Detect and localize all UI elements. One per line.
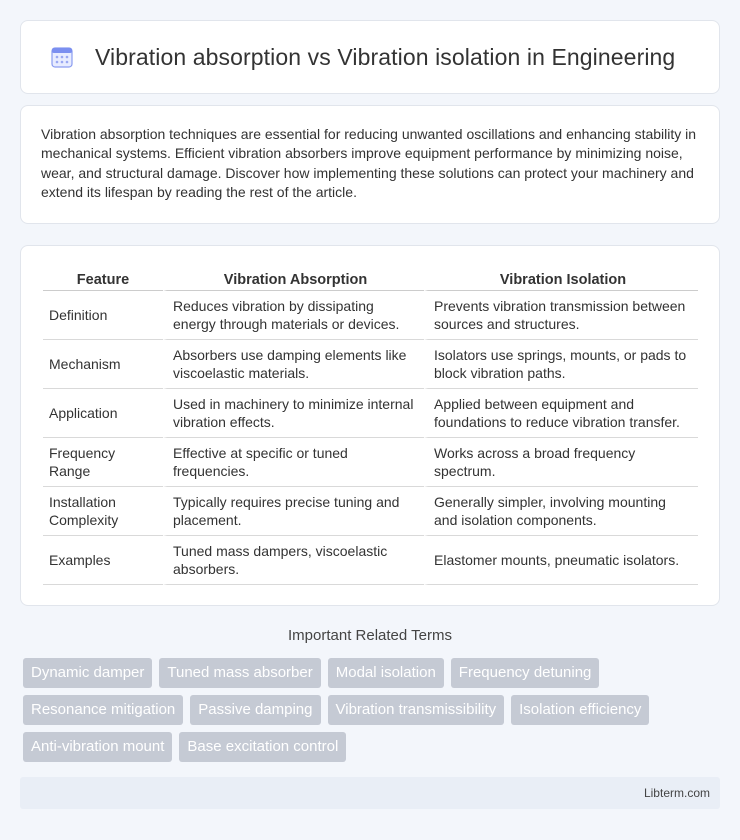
- site-link[interactable]: Libterm.com: [643, 786, 710, 800]
- related-term-tag[interactable]: Base excitation control: [179, 732, 346, 762]
- absorption-cell: Reduces vibration by dissipating energy through materials or devices.: [163, 291, 424, 340]
- column-header-isolation: Vibration Isolation: [424, 266, 698, 291]
- related-term-tag[interactable]: Anti-vibration mount: [23, 732, 172, 762]
- table-row: [43, 438, 698, 487]
- isolation-cell: Isolators use springs, mounts, or pads to block vibration paths.: [424, 340, 698, 389]
- absorption-cell: Effective at specific or tuned frequencies.: [163, 438, 424, 487]
- intro-card: [20, 105, 720, 224]
- feature-cell: Installation Complexity: [43, 487, 163, 536]
- footer: [20, 777, 720, 809]
- table-row: [43, 340, 698, 389]
- related-term-tag[interactable]: Tuned mass absorber: [159, 658, 320, 688]
- absorption-cell: Typically requires precise tuning and placement.: [163, 487, 424, 536]
- table-row: [43, 536, 698, 585]
- feature-cell: Examples: [43, 536, 163, 585]
- related-term-tag[interactable]: Frequency detuning: [451, 658, 600, 688]
- page-title: Vibration absorption vs Vibration isolation in Engineering: [95, 44, 676, 70]
- related-term-tag[interactable]: Vibration transmissibility: [328, 695, 505, 725]
- isolation-cell: Generally simpler, involving mounting and isolation components.: [424, 487, 698, 536]
- calendar-grid-icon: [49, 44, 75, 70]
- comparison-table-card: [20, 245, 720, 606]
- isolation-cell: Elastomer mounts, pneumatic isolators.: [424, 536, 698, 585]
- related-term-tag[interactable]: Resonance mitigation: [23, 695, 183, 725]
- table-row: [43, 487, 698, 536]
- intro-text: Vibration absorption techniques are essential for reducing unwanted oscillations and enhancing stability in mechanical systems. Efficient vibration absorbers improve equipment performance by minimizing noise, wear, and structural damage. Discover how implementing these solutions can protect your machinery and extend its lifespan by reading the rest of the article.: [41, 126, 697, 201]
- comparison-table: [43, 266, 698, 585]
- related-term-tag[interactable]: Passive damping: [190, 695, 320, 725]
- related-term-tag[interactable]: Dynamic damper: [23, 658, 152, 688]
- table-header-row: [43, 266, 698, 291]
- table-row: [43, 291, 698, 340]
- absorption-cell: Absorbers use damping elements like viscoelastic materials.: [163, 340, 424, 389]
- feature-cell: Definition: [43, 291, 163, 340]
- absorption-cell: Tuned mass dampers, viscoelastic absorbers.: [163, 536, 424, 585]
- isolation-cell: Prevents vibration transmission between sources and structures.: [424, 291, 698, 340]
- related-terms-title: Important Related Terms: [288, 627, 452, 644]
- related-term-tag[interactable]: Isolation efficiency: [511, 695, 649, 725]
- column-header-feature: Feature: [43, 266, 163, 291]
- column-header-absorption: Vibration Absorption: [163, 266, 424, 291]
- header-card: [20, 20, 720, 94]
- related-term-tag[interactable]: Modal isolation: [328, 658, 444, 688]
- absorption-cell: Used in machinery to minimize internal vibration effects.: [163, 389, 424, 438]
- table-row: [43, 389, 698, 438]
- isolation-cell: Works across a broad frequency spectrum.: [424, 438, 698, 487]
- isolation-cell: Applied between equipment and foundations to reduce vibration transfer.: [424, 389, 698, 438]
- feature-cell: Frequency Range: [43, 438, 163, 487]
- related-terms-list: [23, 658, 703, 762]
- feature-cell: Application: [43, 389, 163, 438]
- feature-cell: Mechanism: [43, 340, 163, 389]
